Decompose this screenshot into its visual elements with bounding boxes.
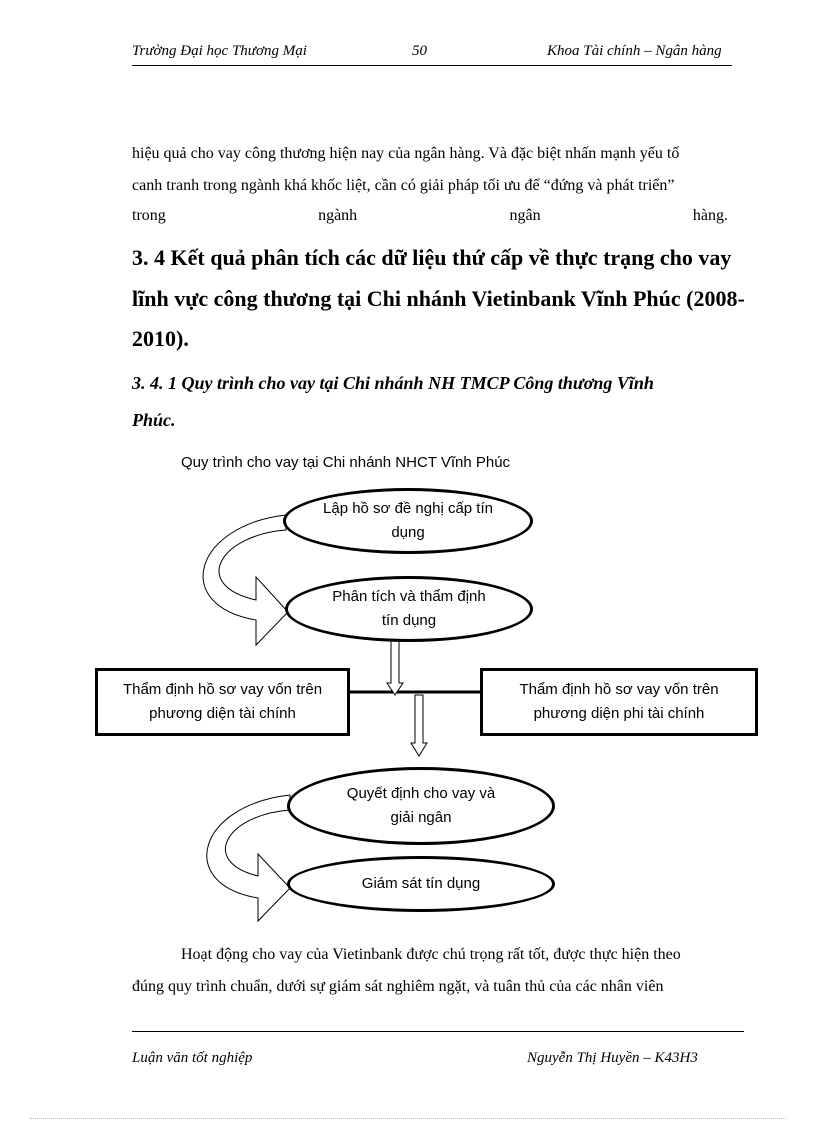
footer-thesis: Luận văn tốt nghiệp <box>132 1050 253 1066</box>
step-loan-decision-line-2: giải ngân <box>390 809 452 826</box>
box-financial-line-1: Thẩm định hồ sơ vay vốn trên <box>122 681 323 698</box>
page-edge-dotted-rule <box>30 1118 786 1119</box>
down-arrow-1 <box>387 640 403 695</box>
step-analyze-credit-line-2: tín dụng <box>381 612 437 629</box>
section-heading-line-2: lĩnh vực công thương tại Chi nhánh Vietinbank Vĩnh Phúc (2008- <box>132 286 745 311</box>
down-arrow-2 <box>411 695 427 756</box>
intro-line-1: hiệu quả cho vay công thương hiện nay của ngân hàng. Và đặc biệt nhấn mạnh yếu tố <box>132 145 680 162</box>
step-loan-decision-line-1: Quyết định cho vay và <box>346 785 496 802</box>
curved-arrow-2 <box>207 795 290 921</box>
footer-rule <box>132 1031 744 1032</box>
step-analyze-credit-line-1: Phân tích và thẩm định <box>332 588 486 605</box>
footer-author: Nguyễn Thị Huyền – K43H3 <box>527 1050 698 1066</box>
header-faculty: Khoa Tài chính – Ngân hàng <box>547 43 722 59</box>
intro-word: trong <box>132 207 166 224</box>
step-loan-decision <box>287 767 555 845</box>
section-heading-line-1: 3. 4 Kết quả phân tích các dữ liệu thứ cấp về thực trạng cho vay <box>132 245 732 270</box>
intro-word: hàng. <box>692 207 728 224</box>
curved-arrow-1 <box>203 515 288 645</box>
diagram-caption: Quy trình cho vay tại Chi nhánh NHCT Vĩnh Phúc <box>181 454 511 471</box>
intro-word: ngành <box>318 207 358 224</box>
intro-word: ngân <box>509 207 541 224</box>
subsection-heading-line-2: Phúc. <box>132 410 176 430</box>
closing-line-1: Hoạt động cho vay của Vietinbank được chú trọng rất tốt, được thực hiện theo <box>181 946 681 963</box>
intro-line-2: canh tranh trong ngành khá khốc liệt, cần có giải pháp tối ưu để “đứng và phát triển” <box>132 177 675 194</box>
box-nonfinancial-appraisal <box>480 668 758 736</box>
subsection-heading-line-1: 3. 4. 1 Quy trình cho vay tại Chi nhánh NH TMCP Công thương Vĩnh <box>132 373 654 393</box>
step-analyze-credit <box>285 576 533 642</box>
section-heading-line-3: 2010). <box>132 326 189 351</box>
step-apply-credit-line-2: dụng <box>391 524 425 541</box>
box-nonfinancial-line-1: Thẩm định hồ sơ vay vốn trên <box>519 681 719 698</box>
step-credit-monitoring-label: Giám sát tín dụng <box>361 875 481 892</box>
closing-line-2: đúng quy trình chuẩn, dưới sự giám sát nghiêm ngặt, và tuân thủ của các nhân viên <box>132 978 664 995</box>
box-financial-appraisal <box>95 668 350 736</box>
step-apply-credit <box>283 488 533 554</box>
box-financial-line-2: phương diện tài chính <box>149 705 296 722</box>
box-nonfinancial-line-2: phương diện phi tài chính <box>533 705 705 722</box>
header-school: Trường Đại học Thương Mại <box>132 43 307 59</box>
step-credit-monitoring <box>287 856 555 912</box>
page-number: 50 <box>412 43 427 59</box>
step-apply-credit-line-1: Lập hồ sơ đề nghị cấp tín <box>323 500 493 517</box>
